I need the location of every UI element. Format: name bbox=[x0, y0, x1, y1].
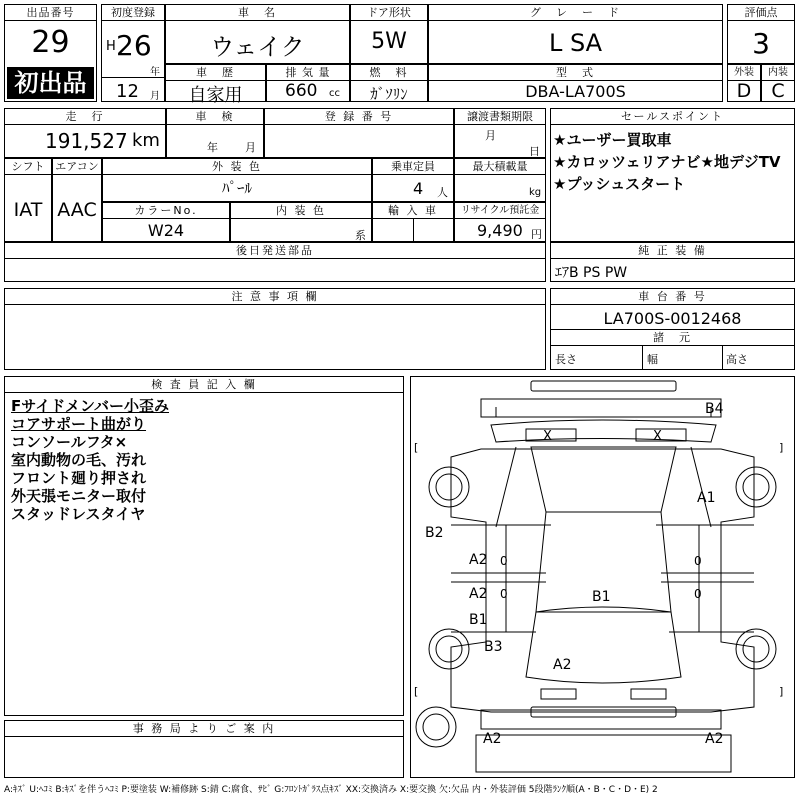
import-box bbox=[372, 202, 454, 242]
score: 3 bbox=[752, 27, 770, 60]
lot-label: 出品番号 bbox=[4, 4, 97, 21]
aircon-label: エアコン bbox=[52, 158, 102, 175]
model-code: DBA-LA700S bbox=[525, 82, 626, 101]
office-box bbox=[4, 720, 404, 778]
damage-zero-4: 0 bbox=[694, 587, 702, 601]
color-no-label: カラーNo. bbox=[102, 202, 230, 219]
damage-zero-1: 0 bbox=[500, 554, 508, 568]
inspector-note: コンソールフタ× bbox=[11, 433, 128, 451]
damage-a1: A1 bbox=[697, 490, 716, 506]
damage-b1-center: B1 bbox=[592, 589, 611, 605]
shift: IAT bbox=[13, 199, 43, 221]
registration-box bbox=[101, 4, 165, 102]
inspector-note: スタッドレスタイヤ bbox=[11, 505, 146, 523]
grade-label: グ レ ー ド bbox=[428, 4, 723, 21]
int-color-suffix: 系 bbox=[355, 229, 366, 242]
recycle-label: リサイクル預託金 bbox=[454, 202, 546, 219]
interior-label: 内装 bbox=[761, 64, 795, 81]
car-name-label: 車 名 bbox=[165, 4, 350, 21]
damage-a2-rear: A2 bbox=[553, 657, 572, 673]
int-color-label: 内 装 色 bbox=[230, 202, 372, 219]
mileage-box bbox=[4, 108, 166, 158]
displacement: 660 bbox=[285, 81, 318, 101]
lot-number: 29 bbox=[31, 25, 70, 60]
inspection-box bbox=[166, 108, 264, 158]
equipment-label: 純 正 装 備 bbox=[550, 242, 795, 259]
aircon-box bbox=[52, 158, 102, 242]
fuel-box bbox=[350, 64, 428, 102]
later-parts-label: 後日発送部品 bbox=[4, 242, 546, 259]
sales-item: ★ユーザー買取車 bbox=[553, 131, 672, 149]
history-box bbox=[165, 64, 266, 106]
interior-grade: C bbox=[771, 80, 785, 102]
color-label: 外 装 色 bbox=[102, 158, 372, 175]
capacity-label: 乗車定員 bbox=[372, 158, 454, 175]
inspector-note: フロント廻り押され bbox=[11, 469, 147, 487]
exterior-label: 外装 bbox=[727, 64, 761, 81]
sales-item: ★プッシュスタート bbox=[553, 175, 686, 193]
damage-b4: B4 bbox=[705, 401, 724, 417]
damage-x-left: X bbox=[543, 429, 552, 444]
damage-a2-bottom-left: A2 bbox=[483, 731, 502, 747]
regno-box bbox=[264, 108, 454, 158]
recycle-box bbox=[454, 202, 546, 242]
color-box bbox=[102, 158, 372, 202]
damage-x-right: X bbox=[653, 429, 662, 444]
recycle-unit: 円 bbox=[531, 228, 542, 241]
model-label: 型 式 bbox=[428, 64, 723, 81]
inspector-note: 外天張モニター取付 bbox=[11, 487, 147, 505]
sales-item: ★カロッツェリアナビ★地デジTV bbox=[553, 153, 781, 171]
capacity-unit: 人 bbox=[437, 186, 448, 199]
sales-label: セールスポイント bbox=[550, 108, 795, 125]
damage-a2-left: A2 bbox=[469, 552, 488, 568]
chassis-number: LA700S-0012468 bbox=[603, 309, 742, 328]
car-name: ウェイク bbox=[210, 33, 305, 61]
grade: L SA bbox=[548, 29, 603, 57]
later-parts-box bbox=[4, 242, 546, 282]
door-type: 5W bbox=[371, 29, 407, 54]
exterior-grade: D bbox=[736, 80, 752, 102]
damage-a2-bottom-right: A2 bbox=[705, 731, 724, 747]
equipment: ｴｱB PS PW bbox=[555, 265, 628, 281]
inspection-year-unit: 年 bbox=[207, 141, 218, 154]
exterior-box bbox=[727, 64, 761, 102]
notes-label: 注 意 事 項 欄 bbox=[4, 288, 546, 305]
notes-box bbox=[4, 288, 546, 370]
transfer-day-unit: 日 bbox=[529, 145, 540, 158]
fuel-label: 燃 料 bbox=[350, 64, 428, 81]
first-sale-badge: 初出品 bbox=[7, 67, 94, 99]
inspection-label: 車 検 bbox=[166, 108, 264, 125]
reg-month: 12 bbox=[116, 81, 139, 102]
transfer-label: 譲渡書類期限 bbox=[454, 108, 546, 125]
svg-text:[: [ bbox=[414, 441, 419, 454]
color-no-box bbox=[102, 202, 230, 242]
year-unit: 年 bbox=[150, 67, 160, 78]
inspector-notes bbox=[11, 397, 169, 523]
grade-box bbox=[428, 4, 723, 64]
chassis-box bbox=[550, 288, 795, 370]
mileage-label: 走 行 bbox=[4, 108, 166, 125]
regno-label: 登 録 番 号 bbox=[264, 108, 454, 125]
color-no: W24 bbox=[147, 221, 185, 240]
inspector-note: Fサイドメンバー小歪み bbox=[11, 397, 169, 415]
history: 自家用 bbox=[188, 85, 243, 106]
fuel: ｶﾞｿﾘﾝ bbox=[370, 85, 408, 103]
sales-box bbox=[550, 108, 795, 242]
interior-box bbox=[761, 64, 795, 102]
mileage: 191,527 bbox=[45, 129, 128, 153]
load-unit: kg bbox=[529, 187, 542, 198]
inspector-box bbox=[4, 376, 404, 716]
inspection-month-unit: 月 bbox=[245, 141, 256, 154]
displacement-unit: cc bbox=[329, 88, 340, 99]
shift-label: シフト bbox=[4, 158, 52, 175]
inspector-note: 室内動物の毛、汚れ bbox=[11, 451, 147, 469]
damage-b2: B2 bbox=[425, 525, 444, 541]
height-label: 高さ bbox=[726, 353, 748, 366]
transfer-box bbox=[454, 108, 546, 158]
era: H bbox=[106, 39, 116, 54]
chassis-label: 車 台 番 号 bbox=[550, 288, 795, 305]
capacity-box bbox=[372, 158, 454, 202]
lot-box bbox=[4, 4, 97, 102]
transfer-month-unit: 月 bbox=[485, 129, 496, 142]
displacement-box bbox=[266, 64, 350, 102]
recycle-fee: 9,490 bbox=[477, 221, 523, 240]
reg-year: 26 bbox=[116, 29, 152, 62]
capacity: 4 bbox=[413, 179, 424, 198]
damage-b1-left: B1 bbox=[469, 612, 488, 628]
registration-label: 初度登録 bbox=[101, 4, 165, 21]
office-label: 事 務 局 よ り ご 案 内 bbox=[4, 720, 404, 737]
inspector-label: 検 査 員 記 入 欄 bbox=[4, 376, 404, 393]
equipment-box bbox=[550, 242, 795, 282]
door-label: ドア形状 bbox=[350, 4, 428, 21]
load-label: 最大積載量 bbox=[454, 158, 546, 175]
load-box bbox=[454, 158, 546, 202]
car-outline-icon bbox=[411, 377, 794, 777]
aircon: AAC bbox=[57, 199, 97, 221]
history-label: 車 歴 bbox=[165, 64, 266, 81]
car-name-box bbox=[165, 4, 350, 64]
damage-a2-left-lower: A2 bbox=[469, 586, 488, 602]
color: ﾊﾟｰﾙ bbox=[221, 179, 252, 197]
inspector-note: コアサポート曲がり bbox=[11, 415, 147, 433]
length-label: 長さ bbox=[555, 353, 577, 366]
door-box bbox=[350, 4, 428, 64]
svg-text:]: ] bbox=[779, 441, 784, 454]
month-unit: 月 bbox=[150, 91, 160, 102]
displacement-label: 排 気 量 bbox=[266, 64, 350, 81]
int-color-box bbox=[230, 202, 372, 242]
damage-zero-2: 0 bbox=[694, 554, 702, 568]
damage-zero-3: 0 bbox=[500, 587, 508, 601]
sales-list bbox=[553, 129, 781, 195]
model-box bbox=[428, 64, 723, 102]
mileage-unit: km bbox=[132, 130, 160, 151]
import-label: 輸 入 車 bbox=[372, 202, 454, 219]
score-label: 評価点 bbox=[727, 4, 795, 21]
shift-box bbox=[4, 158, 52, 242]
damage-b3: B3 bbox=[484, 639, 503, 655]
legend: A:ｷｽﾞ U:ﾍｺﾐ B:ｷｽﾞを伴うﾍｺﾐ P:要塗装 W:補修跡 S:錆 C:腐食、ｻﾋﾞ G:ﾌﾛﾝﾄｶﾞﾗｽ点ｷｽﾞ XX:交換済み X:要交換 欠:欠品 内・外装評価 5段階ﾗﾝｸ順(A・B・C・D・E) 2 bbox=[4, 785, 658, 795]
specs-label: 諸 元 bbox=[550, 329, 795, 346]
width-label: 幅 bbox=[647, 353, 658, 366]
car-diagram bbox=[410, 376, 795, 778]
svg-text:[: [ bbox=[414, 685, 419, 698]
svg-text:]: ] bbox=[779, 685, 784, 698]
score-box bbox=[727, 4, 795, 64]
